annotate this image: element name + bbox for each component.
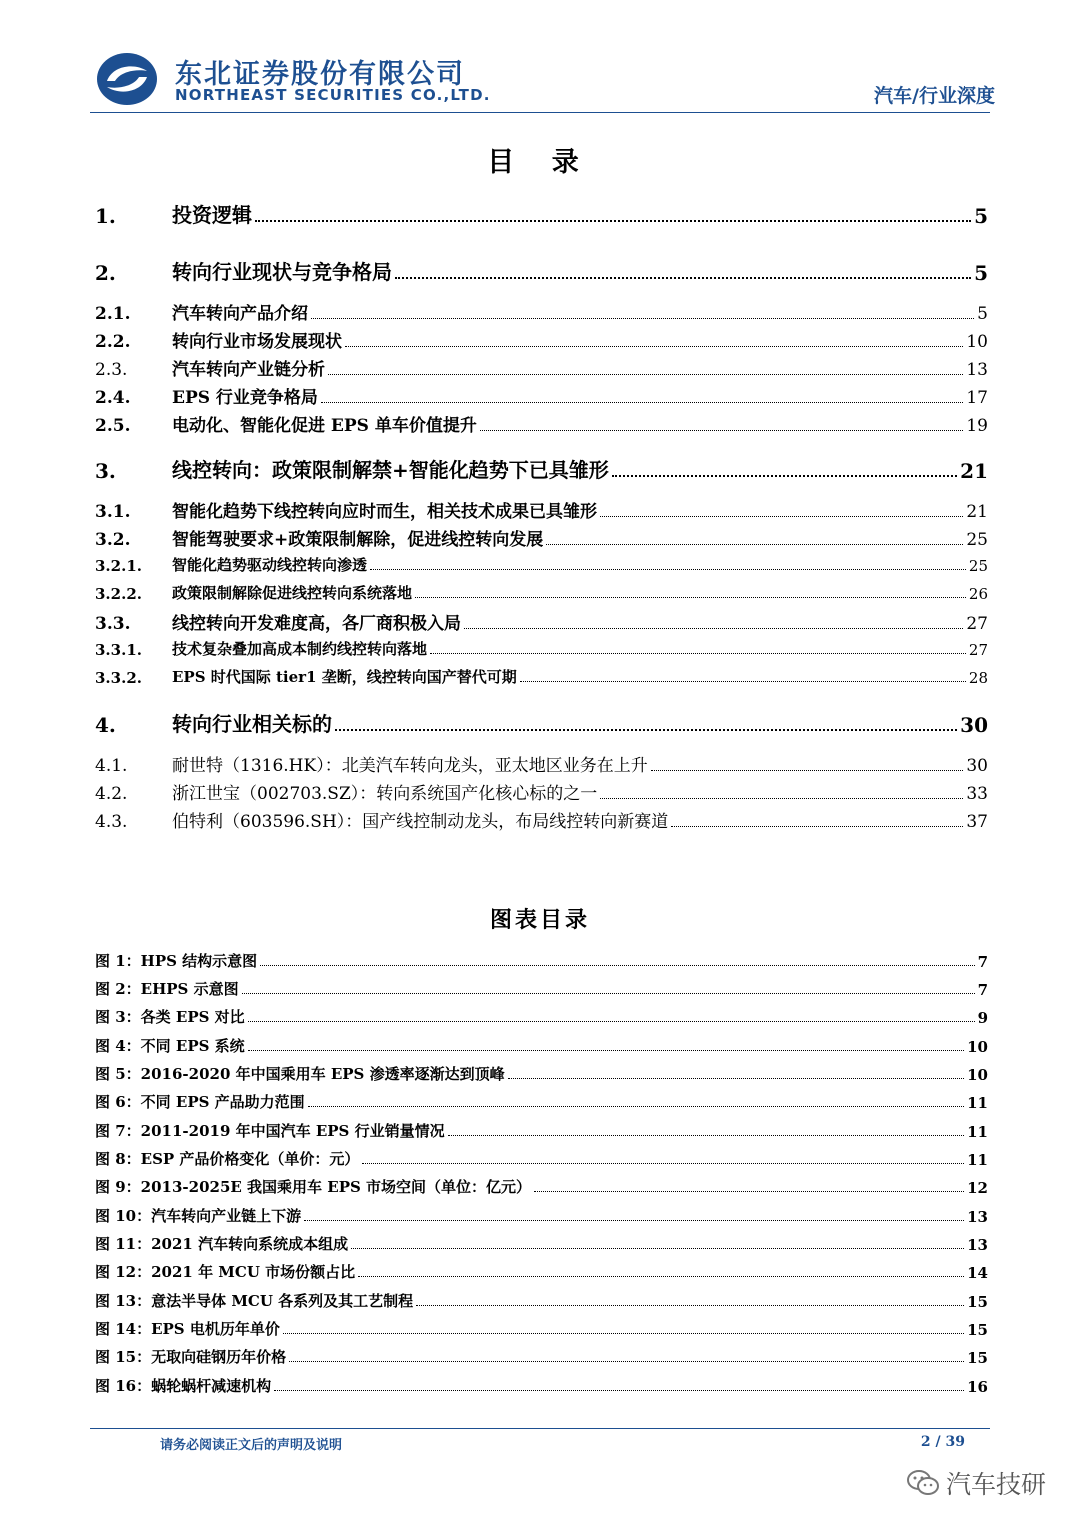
toc-entry[interactable] xyxy=(95,383,988,408)
dot-leader xyxy=(416,1305,964,1306)
dot-leader xyxy=(651,770,964,771)
figure-entry-title: 图 8：ESP 产品价格变化（单价：元） xyxy=(95,1150,360,1168)
dot-leader xyxy=(612,475,957,477)
dot-leader xyxy=(370,569,966,570)
toc-entry[interactable] xyxy=(95,454,988,483)
toc-entry-page: 21 xyxy=(966,502,988,522)
dot-leader xyxy=(480,430,964,431)
toc-entry-page: 5 xyxy=(974,261,988,285)
figure-list-title: 图表目录 xyxy=(489,908,590,933)
toc-entry-page: 25 xyxy=(968,557,988,575)
toc-entry[interactable] xyxy=(95,638,988,659)
figure-entry-page: 15 xyxy=(967,1349,988,1367)
toc-entry-number: 3. xyxy=(95,459,116,483)
toc-entry-page: 13 xyxy=(966,360,988,380)
company-name-en: NORTHEAST SECURITIES CO.,LTD. xyxy=(175,86,491,104)
toc-entry[interactable] xyxy=(95,199,988,228)
toc-entry-title: 技术复杂叠加高成本制约线控转向落地 xyxy=(172,640,428,658)
toc-entry-number: 1. xyxy=(95,204,116,228)
toc-entry[interactable] xyxy=(95,327,988,352)
figure-entry-title: 图 9：2013-2025E 我国乘用车 EPS 市场空间（单位：亿元） xyxy=(95,1178,532,1196)
toc-entry-title: 转向行业现状与竞争格局 xyxy=(172,260,392,284)
toc-entry-number: 3.2. xyxy=(95,530,131,550)
toc-entry-number: 4.3. xyxy=(95,812,128,832)
toc-entry-page: 27 xyxy=(968,641,988,659)
toc-entry[interactable] xyxy=(95,609,988,634)
figure-entry-page: 13 xyxy=(967,1236,988,1254)
toc-entry-number: 4.1. xyxy=(95,756,128,776)
figure-entry-page: 11 xyxy=(967,1094,988,1112)
dot-leader xyxy=(520,681,966,682)
figure-entry[interactable] xyxy=(95,1205,988,1226)
toc-entry-title: 转向行业相关标的 xyxy=(172,712,332,736)
toc-entry-title: 转向行业市场发展现状 xyxy=(172,332,342,352)
figure-entry-title: 图 15：无取向硅钢历年价格 xyxy=(95,1348,287,1366)
figure-entry-page: 10 xyxy=(967,1038,988,1056)
figure-entry-page: 7 xyxy=(977,981,988,999)
toc-entry-number: 2.2. xyxy=(95,332,131,352)
dot-leader xyxy=(534,1191,964,1192)
dot-leader xyxy=(430,653,966,654)
toc-entry-title: 智能驾驶要求+政策限制解除，促进线控转向发展 xyxy=(172,530,544,550)
dot-leader xyxy=(464,628,963,629)
dot-leader xyxy=(395,277,971,279)
toc-entry[interactable] xyxy=(95,751,988,776)
toc-entry-title: EPS 行业竞争格局 xyxy=(172,388,318,408)
toc-entry-number: 3.3.2. xyxy=(95,669,142,687)
toc-entry[interactable] xyxy=(95,779,988,804)
figure-entry[interactable] xyxy=(95,1120,988,1141)
dot-leader xyxy=(335,729,957,731)
figure-entry[interactable] xyxy=(95,1261,988,1282)
toc-entry[interactable] xyxy=(95,497,988,522)
figure-entry-title: 图 2：EHPS 示意图 xyxy=(95,980,239,998)
toc-entry-number: 2.3. xyxy=(95,360,128,380)
figure-entry[interactable] xyxy=(95,1346,988,1367)
figure-entry-page: 16 xyxy=(967,1378,988,1396)
northeast-securities-logo-icon xyxy=(95,51,159,107)
dot-leader xyxy=(255,220,971,222)
toc-entry[interactable] xyxy=(95,807,988,832)
toc-entry-page: 26 xyxy=(968,585,988,603)
toc-entry-page: 19 xyxy=(966,416,988,436)
dot-leader xyxy=(415,597,966,598)
toc-entry-page: 37 xyxy=(966,812,988,832)
figure-entry-page: 11 xyxy=(967,1151,988,1169)
toc-entry-number: 3.1. xyxy=(95,502,131,522)
header-divider xyxy=(90,112,990,113)
toc-entry-title: 电动化、智能化促进 EPS 单车价值提升 xyxy=(172,416,477,436)
figure-entry-title: 图 3：各类 EPS 对比 xyxy=(95,1008,245,1026)
dot-leader xyxy=(345,346,963,347)
toc-entry-page: 21 xyxy=(960,459,988,483)
toc-entry-page: 5 xyxy=(977,304,988,324)
figure-entry[interactable] xyxy=(95,978,988,999)
dot-leader xyxy=(260,965,974,966)
dot-leader xyxy=(321,402,963,403)
dot-leader xyxy=(289,1361,964,1362)
dot-leader xyxy=(600,516,963,517)
toc-entry-number: 4. xyxy=(95,713,116,737)
figure-entry-page: 9 xyxy=(977,1009,988,1027)
toc-entry-number: 3.2.2. xyxy=(95,585,142,603)
toc-entry-title: 线控转向：政策限制解禁+智能化趋势下已具雏形 xyxy=(172,458,609,482)
figure-entry-title: 图 5：2016-2020 年中国乘用车 EPS 渗透率逐渐达到顶峰 xyxy=(95,1065,505,1083)
figure-entry[interactable] xyxy=(95,1006,988,1027)
dot-leader xyxy=(274,1390,964,1391)
toc-entry-title: 政策限制解除促进线控转向系统落地 xyxy=(172,584,413,602)
toc-entry-title: EPS 时代国际 tier1 垄断，线控转向国产替代可期 xyxy=(172,668,517,686)
report-category-tag: 汽车/行业深度 xyxy=(874,85,995,107)
figure-entry-page: 13 xyxy=(967,1208,988,1226)
toc-entry-number: 2.1. xyxy=(95,304,131,324)
wechat-icon xyxy=(906,1468,940,1498)
toc-entry-number: 3.2.1. xyxy=(95,557,142,575)
toc-entry-page: 30 xyxy=(960,713,988,737)
figure-entry-title: 图 12：2021 年 MCU 市场份额占比 xyxy=(95,1263,356,1281)
figure-entry-title: 图 14：EPS 电机历年单价 xyxy=(95,1320,280,1338)
figure-entry[interactable] xyxy=(95,950,988,971)
figure-entry[interactable] xyxy=(95,1318,988,1339)
dot-leader xyxy=(248,1050,964,1051)
figure-entry-title: 图 4：不同 EPS 系统 xyxy=(95,1037,245,1055)
toc-entry[interactable] xyxy=(95,525,988,550)
toc-entry-title: 线控转向开发难度高，各厂商积极入局 xyxy=(172,614,461,634)
figure-entry-page: 7 xyxy=(977,953,988,971)
watermark-text: 汽车技研 xyxy=(945,1470,1046,1499)
toc-entry-number: 4.2. xyxy=(95,784,128,804)
page-header xyxy=(95,48,995,110)
figure-entry-page: 15 xyxy=(967,1321,988,1339)
toc-title: 目 录 xyxy=(487,147,593,178)
toc-entry[interactable] xyxy=(95,299,988,324)
figure-entry-page: 12 xyxy=(967,1179,988,1197)
dot-leader xyxy=(362,1163,964,1164)
toc-entry[interactable] xyxy=(95,411,988,436)
toc-entry-title: 汽车转向产品介绍 xyxy=(172,304,308,324)
toc-entry-title: 耐世特（1316.HK）：北美汽车转向龙头，亚太地区业务在上升 xyxy=(172,756,648,776)
figure-entry-title: 图 10：汽车转向产业链上下游 xyxy=(95,1207,302,1225)
dot-leader xyxy=(448,1135,965,1136)
dot-leader xyxy=(358,1276,964,1277)
figure-entry-title: 图 1：HPS 结构示意图 xyxy=(95,952,258,970)
toc-entry[interactable] xyxy=(95,666,988,687)
dot-leader xyxy=(546,544,963,545)
figure-entry[interactable] xyxy=(95,1091,988,1112)
toc-entry-page: 27 xyxy=(966,614,988,634)
toc-entry[interactable] xyxy=(95,582,988,603)
dot-leader xyxy=(248,1021,975,1022)
figure-entry[interactable] xyxy=(95,1035,988,1056)
company-name-cn: 东北证券股份有限公司 xyxy=(175,59,465,90)
toc-entry-number: 2. xyxy=(95,261,116,285)
figure-entry-title: 图 11：2021 汽车转向系统成本组成 xyxy=(95,1235,349,1253)
toc-entry[interactable] xyxy=(95,554,988,575)
figure-entry-page: 15 xyxy=(967,1293,988,1311)
toc-entry-title: 汽车转向产业链分析 xyxy=(172,360,325,380)
figure-entry[interactable] xyxy=(95,1290,988,1311)
footer-disclaimer: 请务必阅读正文后的声明及说明 xyxy=(160,1438,343,1453)
dot-leader xyxy=(242,993,975,994)
toc-entry-number: 2.4. xyxy=(95,388,131,408)
toc-entry-page: 10 xyxy=(966,332,988,352)
figure-entry-title: 图 7：2011-2019 年中国汽车 EPS 行业销量情况 xyxy=(95,1122,445,1140)
toc-entry-title: 伯特利（603596.SH）：国产线控制动龙头，布局线控转向新赛道 xyxy=(172,812,669,832)
toc-entry-number: 3.3.1. xyxy=(95,641,142,659)
figure-entry[interactable] xyxy=(95,1233,988,1254)
toc-entry-page: 5 xyxy=(974,204,988,228)
toc-entry-page: 17 xyxy=(966,388,988,408)
toc-entry-page: 28 xyxy=(968,669,988,687)
figure-entry[interactable] xyxy=(95,1176,988,1197)
figure-entry[interactable] xyxy=(95,1148,988,1169)
figure-entry-title: 图 6：不同 EPS 产品助力范围 xyxy=(95,1093,305,1111)
dot-leader xyxy=(328,374,963,375)
toc-entry[interactable] xyxy=(95,256,988,285)
toc-entry-page: 33 xyxy=(966,784,988,804)
figure-entry-page: 10 xyxy=(967,1066,988,1084)
toc-entry[interactable] xyxy=(95,708,988,737)
figure-entry-page: 11 xyxy=(967,1123,988,1141)
figure-entry[interactable] xyxy=(95,1375,988,1396)
dot-leader xyxy=(283,1333,964,1334)
toc-entry-page: 25 xyxy=(966,530,988,550)
watermark xyxy=(906,1465,1046,1501)
toc-entry-number: 3.3. xyxy=(95,614,131,634)
figure-entry-title: 图 13：意法半导体 MCU 各系列及其工艺制程 xyxy=(95,1292,414,1310)
dot-leader xyxy=(600,798,963,799)
page-indicator: 2 / 39 xyxy=(920,1434,965,1450)
dot-leader xyxy=(671,826,963,827)
toc-entry-number: 2.5. xyxy=(95,416,131,436)
toc-entry-title: 浙江世宝（002703.SZ）：转向系统国产化核心标的之一 xyxy=(172,784,598,804)
toc-entry-title: 投资逻辑 xyxy=(172,203,252,227)
toc-entry-title: 智能化趋势驱动线控转向渗透 xyxy=(172,556,368,574)
toc-entry[interactable] xyxy=(95,355,988,380)
dot-leader xyxy=(351,1248,964,1249)
figure-entry-title: 图 16：蜗轮蜗杆减速机构 xyxy=(95,1377,272,1395)
dot-leader xyxy=(308,1106,964,1107)
toc-entry-title: 智能化趋势下线控转向应时而生，相关技术成果已具雏形 xyxy=(172,502,597,522)
dot-leader xyxy=(304,1220,964,1221)
figure-entry[interactable] xyxy=(95,1063,988,1084)
toc-entry-page: 30 xyxy=(966,756,988,776)
dot-leader xyxy=(508,1078,965,1079)
dot-leader xyxy=(311,318,974,319)
figure-entry-page: 14 xyxy=(967,1264,988,1282)
footer-divider xyxy=(90,1428,990,1429)
